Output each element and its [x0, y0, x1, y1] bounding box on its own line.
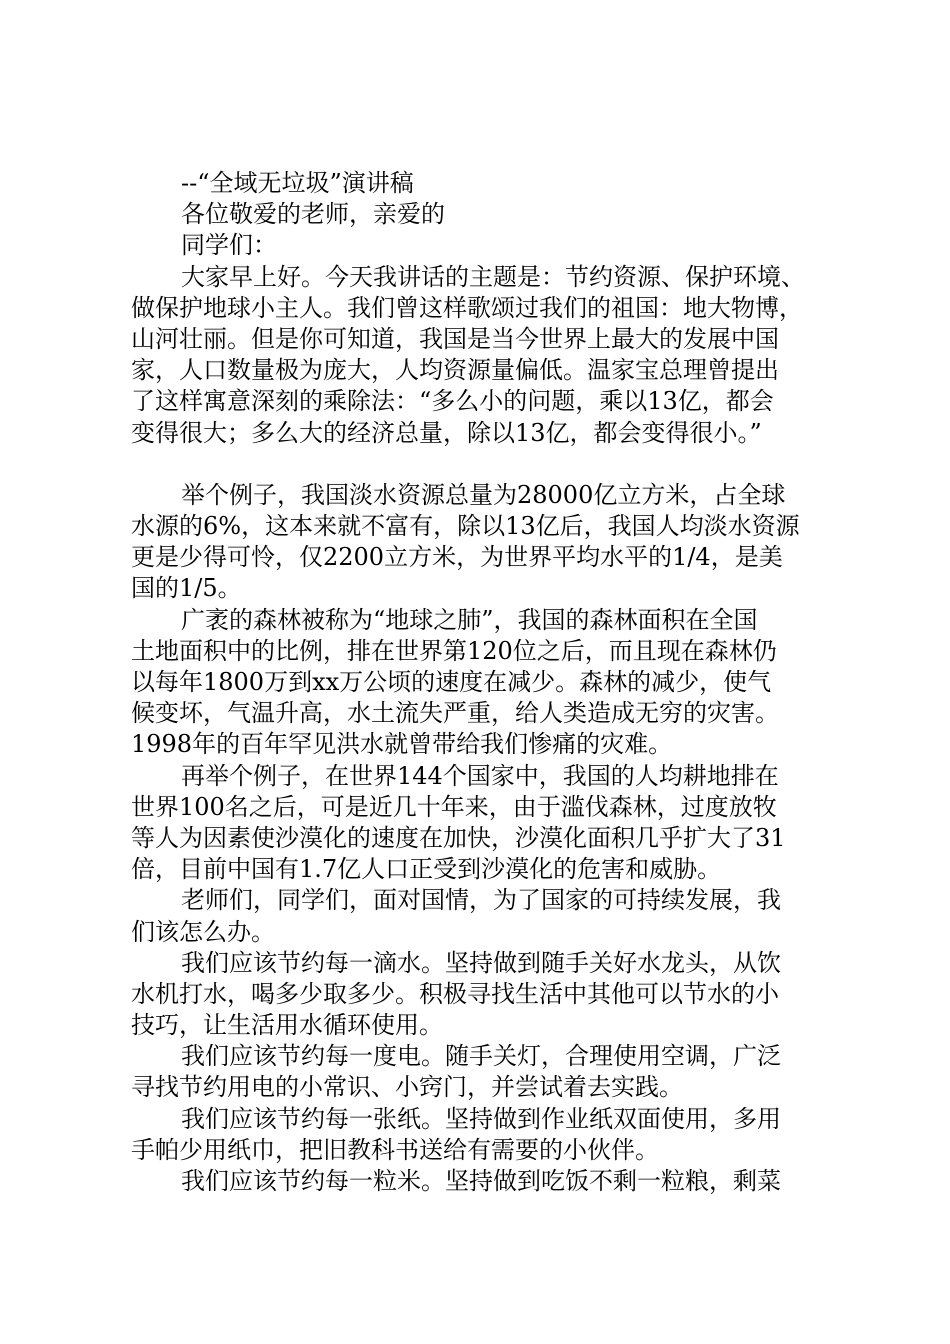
salutation-line-1: 各位敬爱的老师，亲爱的: [181, 200, 445, 229]
paragraph-line: 世界100名之后，可是近几十年来，由于滥伐森林，过度放牧: [131, 792, 777, 821]
paragraph-line: 寻找节约用电的小常识、小窍门，并尝试着去实践。: [131, 1073, 683, 1102]
paragraph-line: 国的1/5。: [131, 574, 242, 603]
paragraph-farmland: [131, 761, 831, 886]
paragraph-line: 广袤的森林被称为“地球之肺”，我国的森林面积在全国: [181, 605, 758, 634]
paragraph-water: [131, 480, 831, 605]
paragraph-line: 我们应该节约每一度电。随手关灯，合理使用空调，广泛: [181, 1042, 781, 1071]
paragraph-line: 以每年1800万到xx万公顷的速度在减少。森林的减少，使气: [131, 668, 772, 696]
paragraph-line: 手帕少用纸巾，把旧教科书送给有需要的小伙伴。: [131, 1135, 659, 1164]
paragraph-line: 再举个例子，在世界144个国家中，我国的人均耕地排在: [181, 761, 779, 790]
paragraph-line: 举个例子，我国淡水资源总量为28000亿立方米，占全球: [181, 480, 786, 509]
paragraph-line: 了这样寓意深刻的乘除法：“多么小的问题，乘以13亿，都会: [131, 387, 774, 416]
salutation-line-2: 同学们：: [181, 231, 277, 260]
paragraph-line: 我们应该节约每一滴水。坚持做到随手关好水龙头，从饮: [181, 948, 781, 977]
paragraph-line: 变得很大；多么大的经济总量，除以13亿，都会变得很小。”: [131, 418, 762, 447]
paragraph-line: 土地面积中的比例，排在世界第120位之后，而且现在森林仍: [131, 636, 777, 665]
paragraph-line: 大家早上好。今天我讲话的主题是：节约资源、保护环境、: [181, 262, 805, 291]
paragraph-greeting: [131, 262, 831, 449]
paragraph-question: [131, 885, 831, 947]
paragraph-save-water: [131, 948, 831, 1042]
paragraph-line: 候变坏，气温升高，水土流失严重，给人类造成无穷的灾害。: [131, 699, 779, 728]
paragraph-line: 山河壮丽。但是你可知道，我国是当今世界上最大的发展中国: [131, 324, 779, 353]
paragraph-line: 家，人口数量极为庞大，人均资源量偏低。温家宝总理曾提出: [131, 356, 779, 385]
paragraph-line: 水源的6%，这本来就不富有，除以13亿后，我国人均淡水资源: [131, 512, 800, 541]
paragraph-line: 等人为因素使沙漠化的速度在加快，沙漠化面积几乎扩大了31: [131, 823, 786, 852]
paragraph-line: 老师们，同学们，面对国情，为了国家的可持续发展，我: [181, 886, 781, 915]
paragraph-line: 水机打水，喝多少取多少。积极寻找生活中其他可以节水的小: [131, 979, 779, 1008]
paragraph-forest: [131, 605, 831, 761]
paragraph-save-rice: [131, 1166, 831, 1197]
speech-text: [131, 168, 831, 1197]
speech-title: --“全域无垃圾”演讲稿: [181, 169, 414, 197]
paragraph-line: 我们应该节约每一粒米。坚持做到吃饭不剩一粒粮，剩菜: [181, 1167, 781, 1195]
paragraph-line: 更是少得可怜，仅2200立方米，为世界平均水平的1/4，是美: [131, 543, 783, 572]
paragraph-save-paper: [131, 1104, 831, 1166]
paragraph-line: 做保护地球小主人。我们曾这样歌颂过我们的祖国：地大物博，: [131, 293, 803, 322]
paragraph-line: 们该怎么办。: [131, 917, 275, 946]
paragraph-save-electricity: [131, 1041, 831, 1103]
paragraph-line: 我们应该节约每一张纸。坚持做到作业纸双面使用，多用: [181, 1104, 781, 1133]
blank-line: [131, 449, 831, 480]
paragraph-line: 倍，目前中国有1.7亿人口正受到沙漠化的危害和威胁。: [131, 855, 722, 884]
paragraph-line: 1998年的百年罕见洪水就曾带给我们惨痛的灾难。: [131, 730, 673, 759]
paragraph-line: 技巧，让生活用水循环使用。: [131, 1011, 443, 1040]
